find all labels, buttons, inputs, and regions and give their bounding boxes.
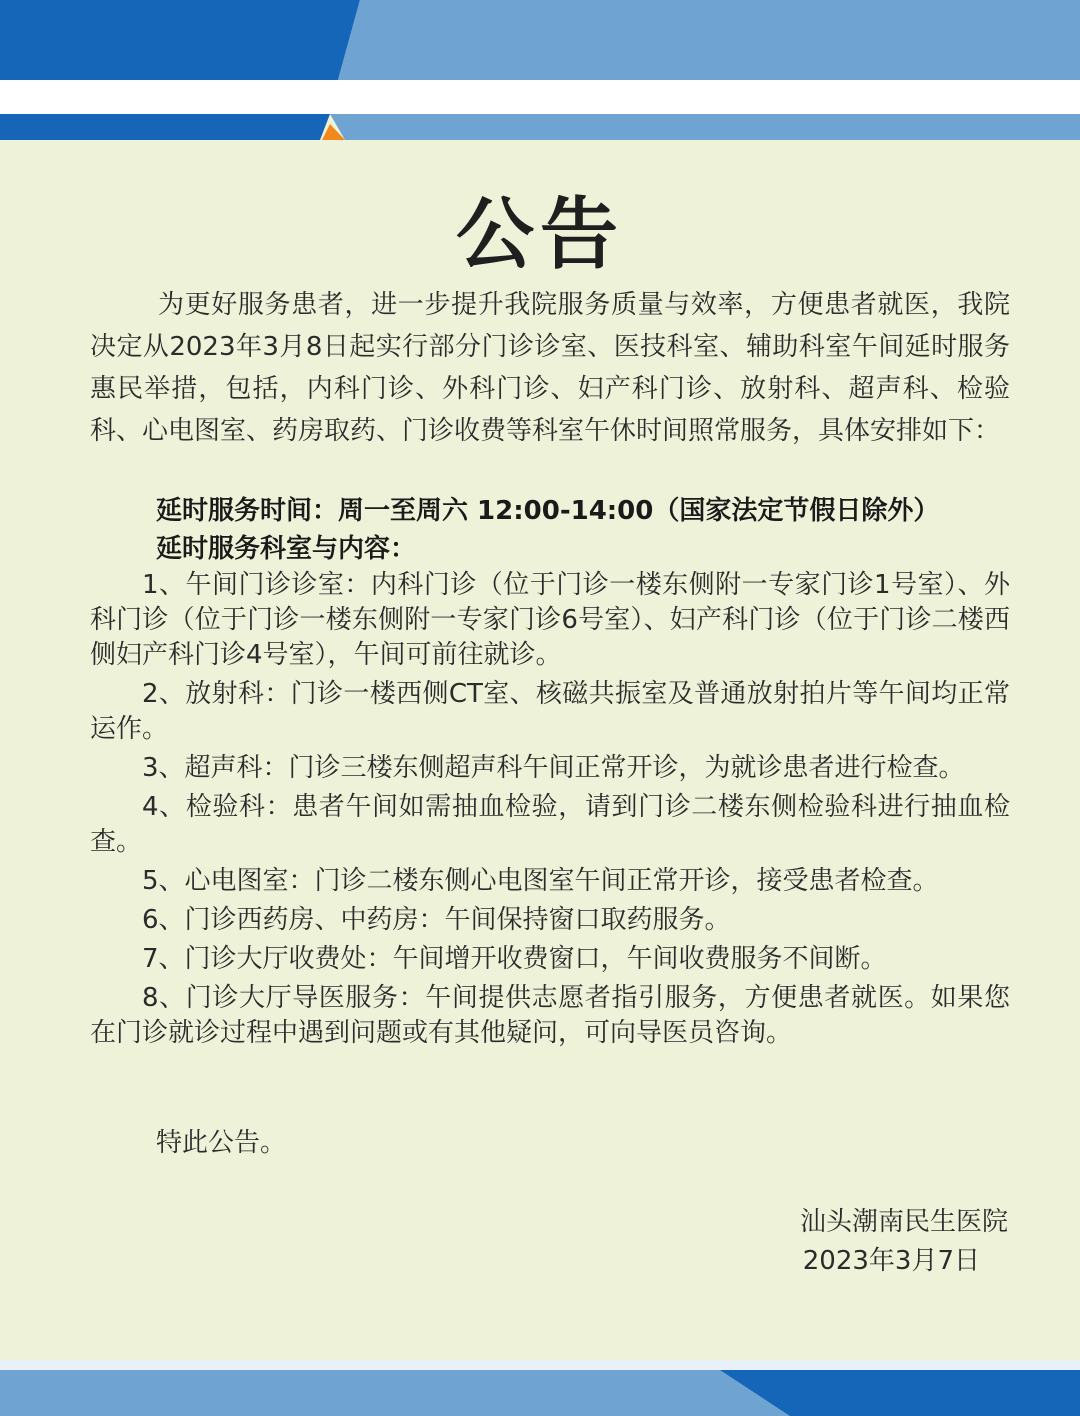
list-item: 2、放射科：门诊一楼西侧CT室、核磁共振室及普通放射拍片等午间均正常运作。 [90,679,1010,744]
service-heading: 延时服务科室与内容： [156,534,417,564]
top-banner [0,0,1080,140]
list-item: 8、门诊大厅导医服务：午间提供志愿者指引服务，方便患者就医。如果您在门诊就诊过程中遇到问题或有其他疑问，可向导医员咨询。 [90,983,1010,1048]
service-list [90,568,1010,1055]
closing-text: 特此公告。 [156,1128,287,1158]
signature-date: 2023年3月7日 [802,1246,980,1276]
list-item: 4、检验科：患者午间如需抽血检验，请到门诊二楼东侧检验科进行抽血检查。 [90,792,1010,857]
list-item: 1、午间门诊诊室：内科门诊（位于门诊一楼东侧附一专家门诊1号室）、外科门诊（位于门诊一楼东侧附一专家门诊6号室）、妇产科门诊（位于门诊二楼西侧妇产科门诊4号室），午间可前往就诊。 [90,570,1010,670]
page-title: 公告 [455,190,624,280]
list-item: 6、门诊西药房、中药房：午间保持窗口取药服务。 [142,905,731,935]
list-item: 5、心电图室：门诊二楼东侧心电图室午间正常开诊，接受患者检查。 [142,866,939,896]
bottom-banner [0,1360,1080,1416]
intro-paragraph: 为更好服务患者，进一步提升我院服务质量与效率，方便患者就医，我院决定从2023年3月8日起实行部分门诊诊室、医技科室、辅助科室午间延时服务惠民举措，包括，内科门诊、外科门诊、妇产科门诊、放射科、超声科、检验科、心电图室、药房取药、门诊收费等科室午休时间照常服务，具体安排如下： [90,290,1010,446]
service-time: 延时服务时间：周一至周六 12:00-14:00（国家法定节假日除外） [156,496,940,526]
list-item: 7、门诊大厅收费处：午间增开收费窗口，午间收费服务不间断。 [142,944,887,974]
signature-organization: 汕头潮南民生医院 [799,1207,1008,1237]
list-item: 3、超声科：门诊三楼东侧超声科午间正常开诊，为就诊患者进行检查。 [142,753,965,783]
